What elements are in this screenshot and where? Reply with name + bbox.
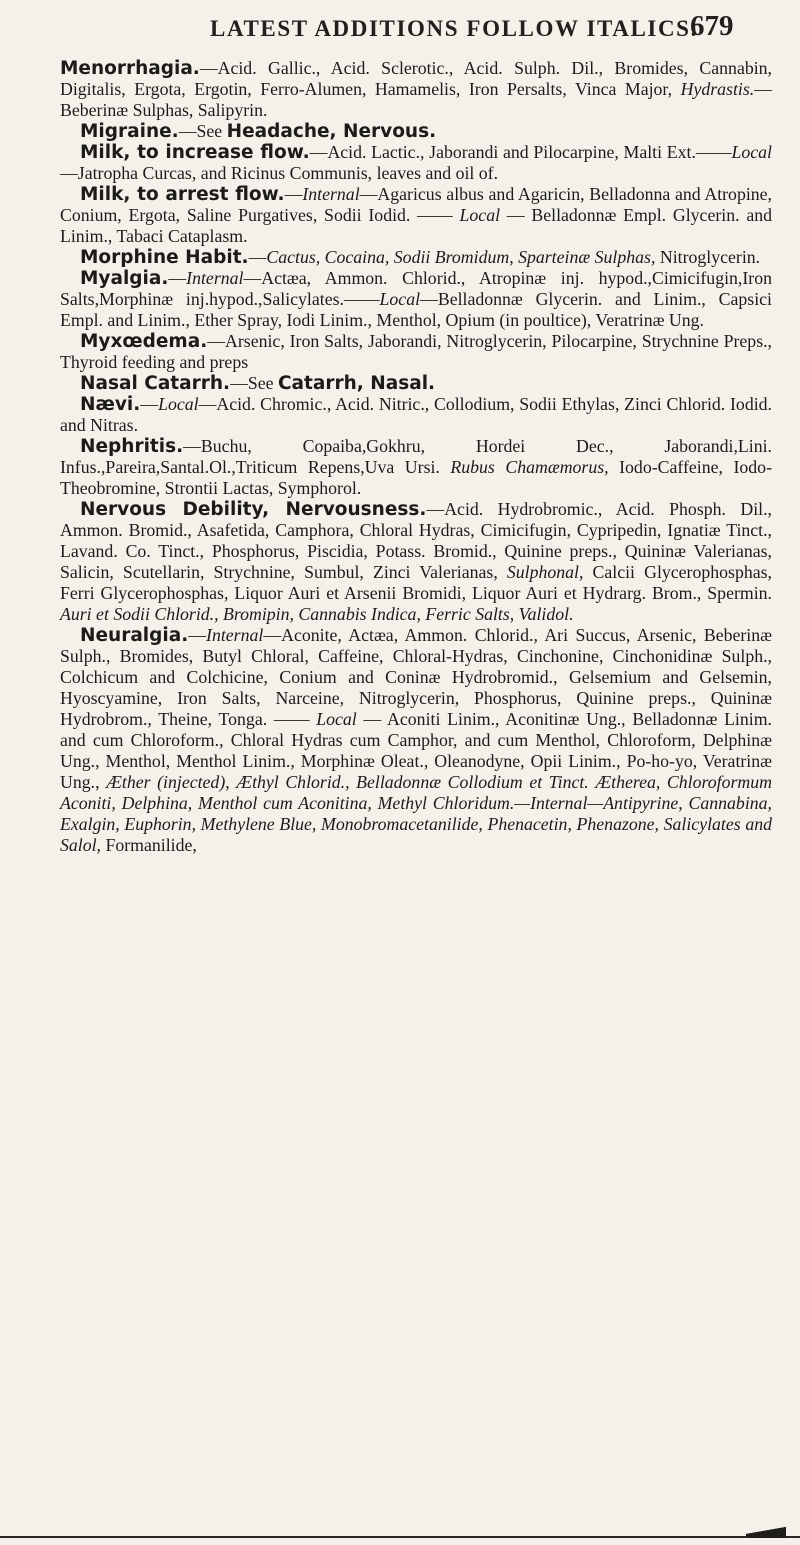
entry-text: Æther (injected), Æthyl Chlorid., Belladonnæ Collodium et Tinct. Ætherea, Chloroformum Aconiti, Delphina, Menthol cum Aconitina, Methyl Chloridum.—Internal—Antipyrine, Cannabina, Exalgin, Euphorin, Methylene Blue, Monobromacetanilide, Phenacetin, Phenazone, Salicylates and Salol, — [60, 772, 772, 855]
entry-text: —Aconite, Actæa, Ammon. Chlorid., Ari Succus, Arsenic, Beberinæ Sulph., Bromides, Butyl Chloral, Caffeine, Chloral-Hydras, Cinchonine, Cinchonidinæ Sulph., Colchicum and Colchicine, Conium and Coninæ Hydrobromid., Gelsemium and Gelsemin, Hyoscyamine, Iron Salts, Narceine, Nitroglycerin, Phosphorus, Quinine preps., Quininæ Hydrobrom., Theine, Tonga. —— — [60, 625, 772, 729]
entry-term: Nephritis. — [80, 436, 184, 457]
entry-morphine-habit — [60, 247, 772, 268]
entry-term: Myalgia. — [80, 268, 169, 289]
entry-text: Auri et Sodii Chlorid., Bromipin, Cannabis Indica, Ferric Salts, Validol. — [60, 604, 574, 624]
running-head: LATEST ADDITIONS FOLLOW ITALICS. — [210, 16, 698, 41]
entry-text: —See — [178, 121, 227, 141]
entry-text: Hydrastis. — [680, 79, 755, 99]
entry-text: —Belladonnæ Glycerin. and Linim., Capsici Empl. and Linim., Ether Spray, Iodi Linim., Menthol, Opium (in poultice), Veratrinæ Ung. — [60, 289, 772, 330]
entry-text: — — [140, 394, 159, 414]
entry-text: Internal — [186, 268, 244, 288]
page-number: 679 — [690, 10, 734, 42]
entry-term: Myxœdema. — [80, 331, 208, 352]
entry-nervous-debility — [60, 499, 772, 625]
entry-text: —Acid. Gallic., Acid. Sclerotic., Acid. Sulph. Dil., Bromides, Cannabin, Digitalis, Ergota, Ergotin, Ferro-Alumen, Hamamelis, Iron Persalts, Vinca Major, — [60, 58, 772, 99]
entry-text: Local — [316, 709, 357, 729]
entry-milk-increase — [60, 142, 772, 184]
entry-term: Neuralgia. — [80, 625, 189, 646]
entry-text: —Buchu, Copaiba,Gokhru, Hordei Dec., Jaborandi,Lini. Infus.,Pareira,Santal.Ol.,Triticum Repens,Uva Ursi. — [60, 436, 772, 477]
entry-text: Formanilide, — [101, 835, 197, 855]
entry-text: —Acid. Hydrobromic., Acid. Phosph. Dil., Ammon. Bromid., Asafetida, Camphora, Chloral Hydras, Cimicifugin, Cypripedin, Ignatiæ Tinct., Lavand. Co. Tinct., Phosphorus, Piscidia, Potass. Bromid., Quinine preps., Quininæ Valerianas, Salicin, Scutellarin, Strychnine, Sumbul, Zinci Valerianas, — [60, 499, 772, 582]
entry-text: Local — [158, 394, 199, 414]
bottom-border — [0, 1536, 800, 1538]
entry-text: — — [168, 268, 187, 288]
entry-text: Calcii Glycerophosphas, Ferri Glycerophosphas, Liquor Auri et Arsenii Bromidi, Liquor Auri et Hydrarg. Brom., Spermin. — [60, 562, 772, 603]
entry-text: — — [284, 184, 303, 204]
entry-text: —Jatropha Curcas, and Ricinus Communis, leaves and oil of. — [60, 163, 499, 183]
page-header — [0, 10, 800, 50]
entry-text: Iodo-Caffeine, Iodo-Theobromine, Strontii Lactas, Symphorol. — [60, 457, 772, 498]
index-entries — [60, 58, 772, 856]
entry-milk-arrest — [60, 184, 772, 247]
entry-text: Cactus, Cocaina, Sodii Bromidum, Sparteinæ Sulphas, — [266, 247, 656, 267]
entry-text: — Belladonnæ Empl. Glycerin. and Linim., Tabaci Cataplasm. — [60, 205, 772, 246]
entry-text: —Actæa, Ammon. Chlorid., Atropinæ inj. hypod.,Cimicifugin,Iron Salts,Morphinæ inj.hypod.,Salicylates.—— — [60, 268, 772, 309]
entry-myxoedema — [60, 331, 772, 373]
entry-text: —Agaricus albus and Agaricin, Belladonna and Atropine, Conium, Ergota, Saline Purgatives, Sodii Iodid. —— — [60, 184, 773, 225]
entry-term: Milk, to increase flow. — [80, 142, 310, 163]
entry-text: — — [248, 247, 267, 267]
entry-text: —Beberinæ Sulphas, Salipyrin. — [60, 79, 772, 120]
cross-reference: Catarrh, Nasal. — [277, 373, 436, 394]
entry-nasal-catarrh — [60, 373, 772, 394]
entry-text: Internal — [206, 625, 264, 645]
entry-nephritis — [60, 436, 772, 499]
entry-menorrhagia — [60, 58, 772, 121]
entry-text: Local — [459, 205, 501, 225]
entry-text: Internal — [302, 184, 360, 204]
entry-neuralgia — [60, 625, 772, 856]
entry-term: Milk, to arrest flow. — [80, 184, 285, 205]
cross-reference: Headache, Nervous. — [226, 121, 437, 142]
entry-text: —Arsenic, Iron Salts, Jaborandi, Nitroglycerin, Pilocarpine, Strychnine Preps., Thyroid feeding and preps — [60, 331, 772, 372]
entry-text: Local — [731, 142, 772, 162]
entry-term: Nasal Catarrh. — [80, 373, 231, 394]
entry-text: — — [188, 625, 207, 645]
entry-text: — Aconiti Linim., Aconitinæ Ung., Belladonnæ Linim. and cum Chloroform., Chloral Hydras cum Camphor, and cum Menthol, Chloroform, Delphinæ Ung., Menthol, Menthol Linim., Morphinæ Oleat., Oleanodyne, Opii Linim., Po-ho-yo, Veratrinæ Ung., — [60, 709, 772, 792]
entry-term: Menorrhagia. — [60, 58, 200, 79]
entry-text: Rubus Chamæmorus, — [450, 457, 609, 477]
entry-myalgia — [60, 268, 772, 331]
entry-term: Migraine. — [80, 121, 179, 142]
entry-term: Nævi. — [80, 394, 141, 415]
entry-text: —Acid. Chromic., Acid. Nitric., Collodium, Sodii Ethylas, Zinci Chlorid. Iodid. and Nitras. — [60, 394, 772, 435]
entry-text: Sulphonal, — [506, 562, 584, 582]
entry-naevi — [60, 394, 772, 436]
entry-term: Nervous Debility, Nervousness. — [80, 499, 427, 520]
entry-text: —See — [230, 373, 278, 393]
entry-text: —Acid. Lactic., Jaborandi and Pilocarpine, Malti Ext.—— — [309, 142, 732, 162]
entry-text: Nitroglycerin. — [655, 247, 761, 267]
entry-text: Local — [379, 289, 421, 309]
entry-migraine — [60, 121, 772, 142]
entry-term: Morphine Habit. — [80, 247, 249, 268]
page-corner-shadow — [746, 1520, 786, 1538]
